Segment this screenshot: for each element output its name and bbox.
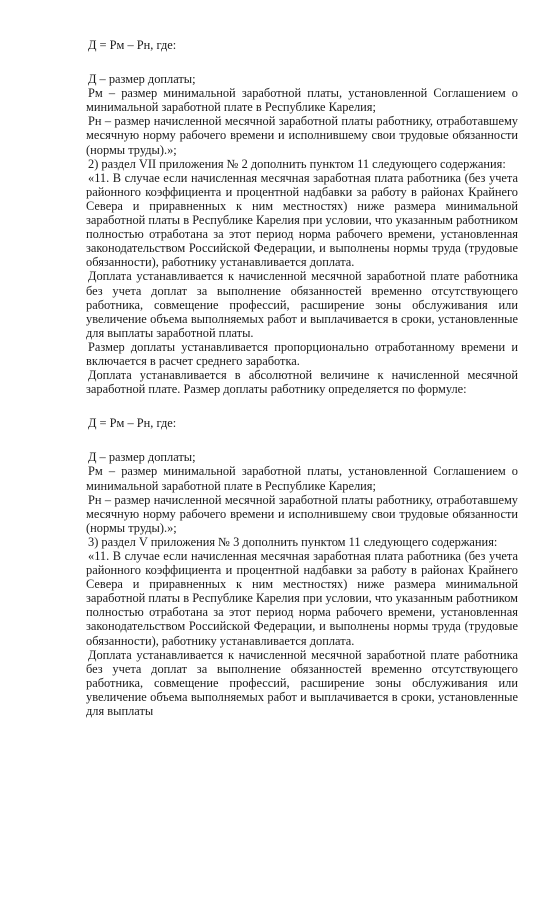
formula-1: Д = Рм – Рн, где:: [88, 38, 177, 52]
paragraph-absolute: Доплата устанавливается в абсолютной величине к начисленной месячной заработной плате. Размер доплаты работнику определяется по формуле:: [86, 368, 518, 397]
spacer: [86, 430, 518, 450]
definition-rm-1: Рм – размер минимальной заработной платы, установленной Соглашением о минимальной заработной плате в Республике Карелия;: [86, 86, 518, 115]
spacer: [86, 396, 518, 416]
definition-rn-2: Рн – размер начисленной месячной заработной платы работнику, отработавшему месячную норму рабочего времени и исполнившему свои трудовые обязанности (нормы труды).»;: [86, 492, 518, 535]
document-page: [86, 38, 518, 718]
definition-d-1: Д – размер доплаты;: [88, 72, 196, 87]
definition-d-2: Д – размер доплаты;: [88, 450, 196, 465]
definition-rn-1: Рн – размер начисленной месячной заработной платы работнику, отработавшему месячную норму рабочего времени и исполнившему свои трудовые обязанности (нормы труды).»;: [86, 114, 518, 157]
paragraph-surcharge-a: Доплата устанавливается к начисленной месячной заработной плате работника без учета доплат за выполнение обязанностей временно отсутствующего работника, совмещение профессий, расширение зоны обслуживания или увеличение объема выполняемых работ и выплачивается в сроки, установленные для выплаты заработной платы.: [86, 269, 518, 340]
paragraph-11-a: «11. В случае если начисленная месячная заработная плата работника (без учета районного коэффициента и процентной надбавки за работу в районах Крайнего Севера и приравненных к ним местностях) ниже размера минимальной заработной платы в Республике Карелия при условии, что указанным работником полностью отработана за этот период норма рабочего времени, установленная законодательством Российской Федерации, и выполнены нормы труда (трудовые обязанности), работнику устанавливается доплата.: [86, 170, 518, 270]
definition-rm-2: Рм – размер минимальной заработной платы, установленной Соглашением о минимальной заработной плате в Республике Карелия;: [86, 464, 518, 493]
paragraph-surcharge-b: Доплата устанавливается к начисленной месячной заработной плате работника без учета доплат за выполнение обязанностей временно отсутствующего работника, совмещение профессий, расширение зоны обслуживания или увеличение объема выполняемых работ и выплачивается в сроки, установленные для выплаты: [86, 647, 518, 719]
paragraph-11-b: «11. В случае если начисленная месячная заработная плата работника (без учета районного коэффициента и процентной надбавки за работу в районах Крайнего Севера и приравненных к ним местностях) ниже размера минимальной заработной платы в Республике Карелия при условии, что указанным работником полностью отработана за этот период норма рабочего времени, установленная законодательством Российской Федерации, и выполнены нормы труда (трудовые обязанности), работнику устанавливается доплата.: [86, 549, 518, 648]
formula-2: Д = Рм – Рн, где:: [88, 416, 177, 431]
item-2: 2) раздел VII приложения № 2 дополнить пунктом 11 следующего содержания:: [88, 156, 506, 171]
item-3: 3) раздел V приложения № 3 дополнить пунктом 11 следующего содержания:: [88, 534, 498, 549]
spacer: [86, 52, 518, 72]
paragraph-size: Размер доплаты устанавливается пропорционально отработанному времени и включается в расчет среднего заработка.: [86, 339, 518, 368]
